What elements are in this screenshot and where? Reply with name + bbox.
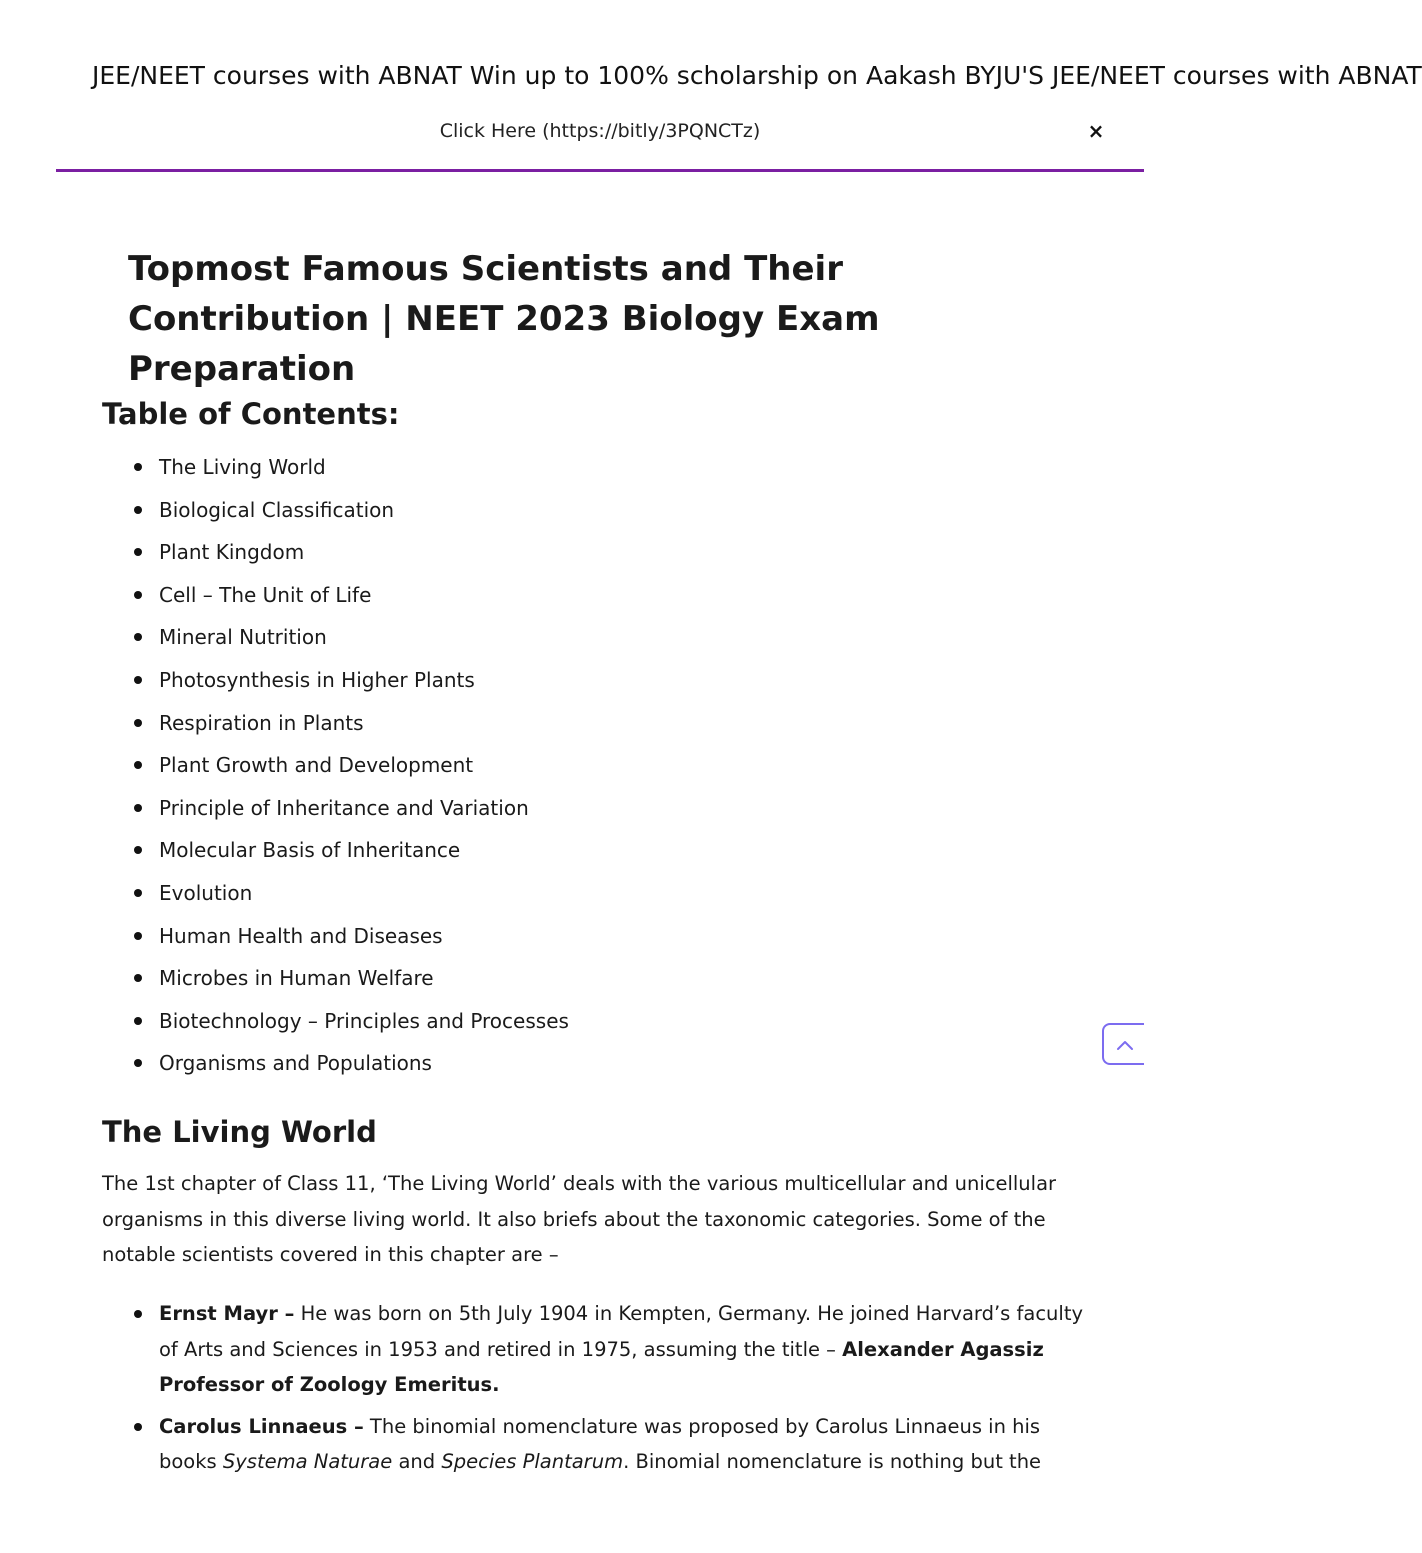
table-of-contents (102, 446, 569, 1085)
toc-heading: Table of Contents: (102, 397, 400, 431)
scroll-to-top-button[interactable] (1102, 1023, 1144, 1065)
book-title: Species Plantarum (441, 1450, 624, 1473)
book-title: Systema Naturae (222, 1450, 393, 1473)
section-heading-living-world: The Living World (102, 1115, 377, 1149)
toc-link[interactable]: Human Health and Diseases (159, 923, 443, 948)
banner-link-text[interactable]: Click Here (https://bitly/3PQNCTz) (439, 120, 761, 142)
toc-link[interactable]: Plant Growth and Development (159, 753, 474, 778)
toc-link[interactable]: Biotechnology – Principles and Processes (159, 1008, 569, 1033)
toc-link[interactable]: Organisms and Populations (159, 1051, 432, 1076)
toc-item[interactable] (102, 829, 569, 872)
scientist-list (102, 1296, 1102, 1486)
scientist-title-emphasis: Alexander Agassiz Professor of Zoology Emeritus. (159, 1337, 1044, 1396)
scientist-name: Ernst Mayr – (159, 1302, 295, 1325)
toc-item[interactable] (102, 744, 569, 787)
scientist-name: Carolus Linnaeus – (159, 1414, 364, 1438)
scientist-item-carolus-linnaeus (102, 1409, 1102, 1480)
toc-link[interactable]: The Living World (159, 455, 326, 479)
toc-item[interactable] (102, 702, 569, 745)
page-title: Topmost Famous Scientists and Their Contribution | NEET 2023 Biology Exam Preparation (128, 249, 880, 389)
toc-link[interactable]: Evolution (159, 880, 253, 905)
scientist-description: and (392, 1450, 442, 1473)
toc-item[interactable] (102, 659, 569, 702)
toc-item[interactable] (102, 531, 569, 574)
scientist-description: . Binomial nomenclature is nothing but the (623, 1450, 1042, 1473)
chevron-up-icon (1116, 1039, 1134, 1051)
toc-link[interactable]: Molecular Basis of Inheritance (159, 838, 461, 863)
toc-link[interactable]: Respiration in Plants (159, 710, 364, 735)
toc-link[interactable]: Plant Kingdom (159, 540, 305, 565)
toc-link[interactable]: Cell – The Unit of Life (159, 582, 372, 607)
toc-link[interactable]: Principle of Inheritance and Variation (159, 795, 529, 820)
toc-item[interactable] (102, 489, 569, 532)
scientist-description: He was born on 5th July 1904 in Kempten, Germany. He joined Harvard’s faculty of Arts and Sciences in 1953 and retired in 1975, assuming the title – (159, 1302, 1084, 1361)
toc-link[interactable]: Biological Classification (159, 497, 395, 522)
toc-item[interactable] (102, 957, 569, 1000)
toc-link[interactable]: Mineral Nutrition (159, 625, 327, 650)
banner-link[interactable] (56, 116, 1144, 146)
toc-item[interactable] (102, 787, 569, 830)
announcement-banner (56, 0, 1422, 172)
toc-item[interactable] (102, 1000, 569, 1043)
toc-item[interactable] (102, 915, 569, 958)
scientist-item-ernst-mayr (102, 1296, 1102, 1403)
toc-item[interactable] (102, 574, 569, 617)
banner-marquee-text[interactable]: JEE/NEET courses with ABNAT Win up to 100% scholarship on Aakash BYJU'S JEE/NEET courses with ABNAT (92, 61, 1422, 90)
toc-link[interactable]: Microbes in Human Welfare (159, 966, 434, 991)
close-banner-button[interactable]: × (1087, 119, 1105, 143)
toc-item[interactable] (102, 616, 569, 659)
toc-item[interactable] (102, 872, 569, 915)
scientist-description: The binomial nomenclature was proposed by Carolus Linnaeus in his books (159, 1414, 1041, 1473)
toc-item[interactable] (102, 1042, 569, 1085)
section-intro-paragraph: The 1st chapter of Class 11, ‘The Living World’ deals with the various multicellular and unicellular organisms in this diverse living world. It also briefs about the taxonomic categories. Some of the notable scientists covered in this chapter are – (102, 1172, 1057, 1266)
toc-link[interactable]: Photosynthesis in Higher Plants (159, 667, 475, 692)
toc-item[interactable] (102, 446, 569, 489)
